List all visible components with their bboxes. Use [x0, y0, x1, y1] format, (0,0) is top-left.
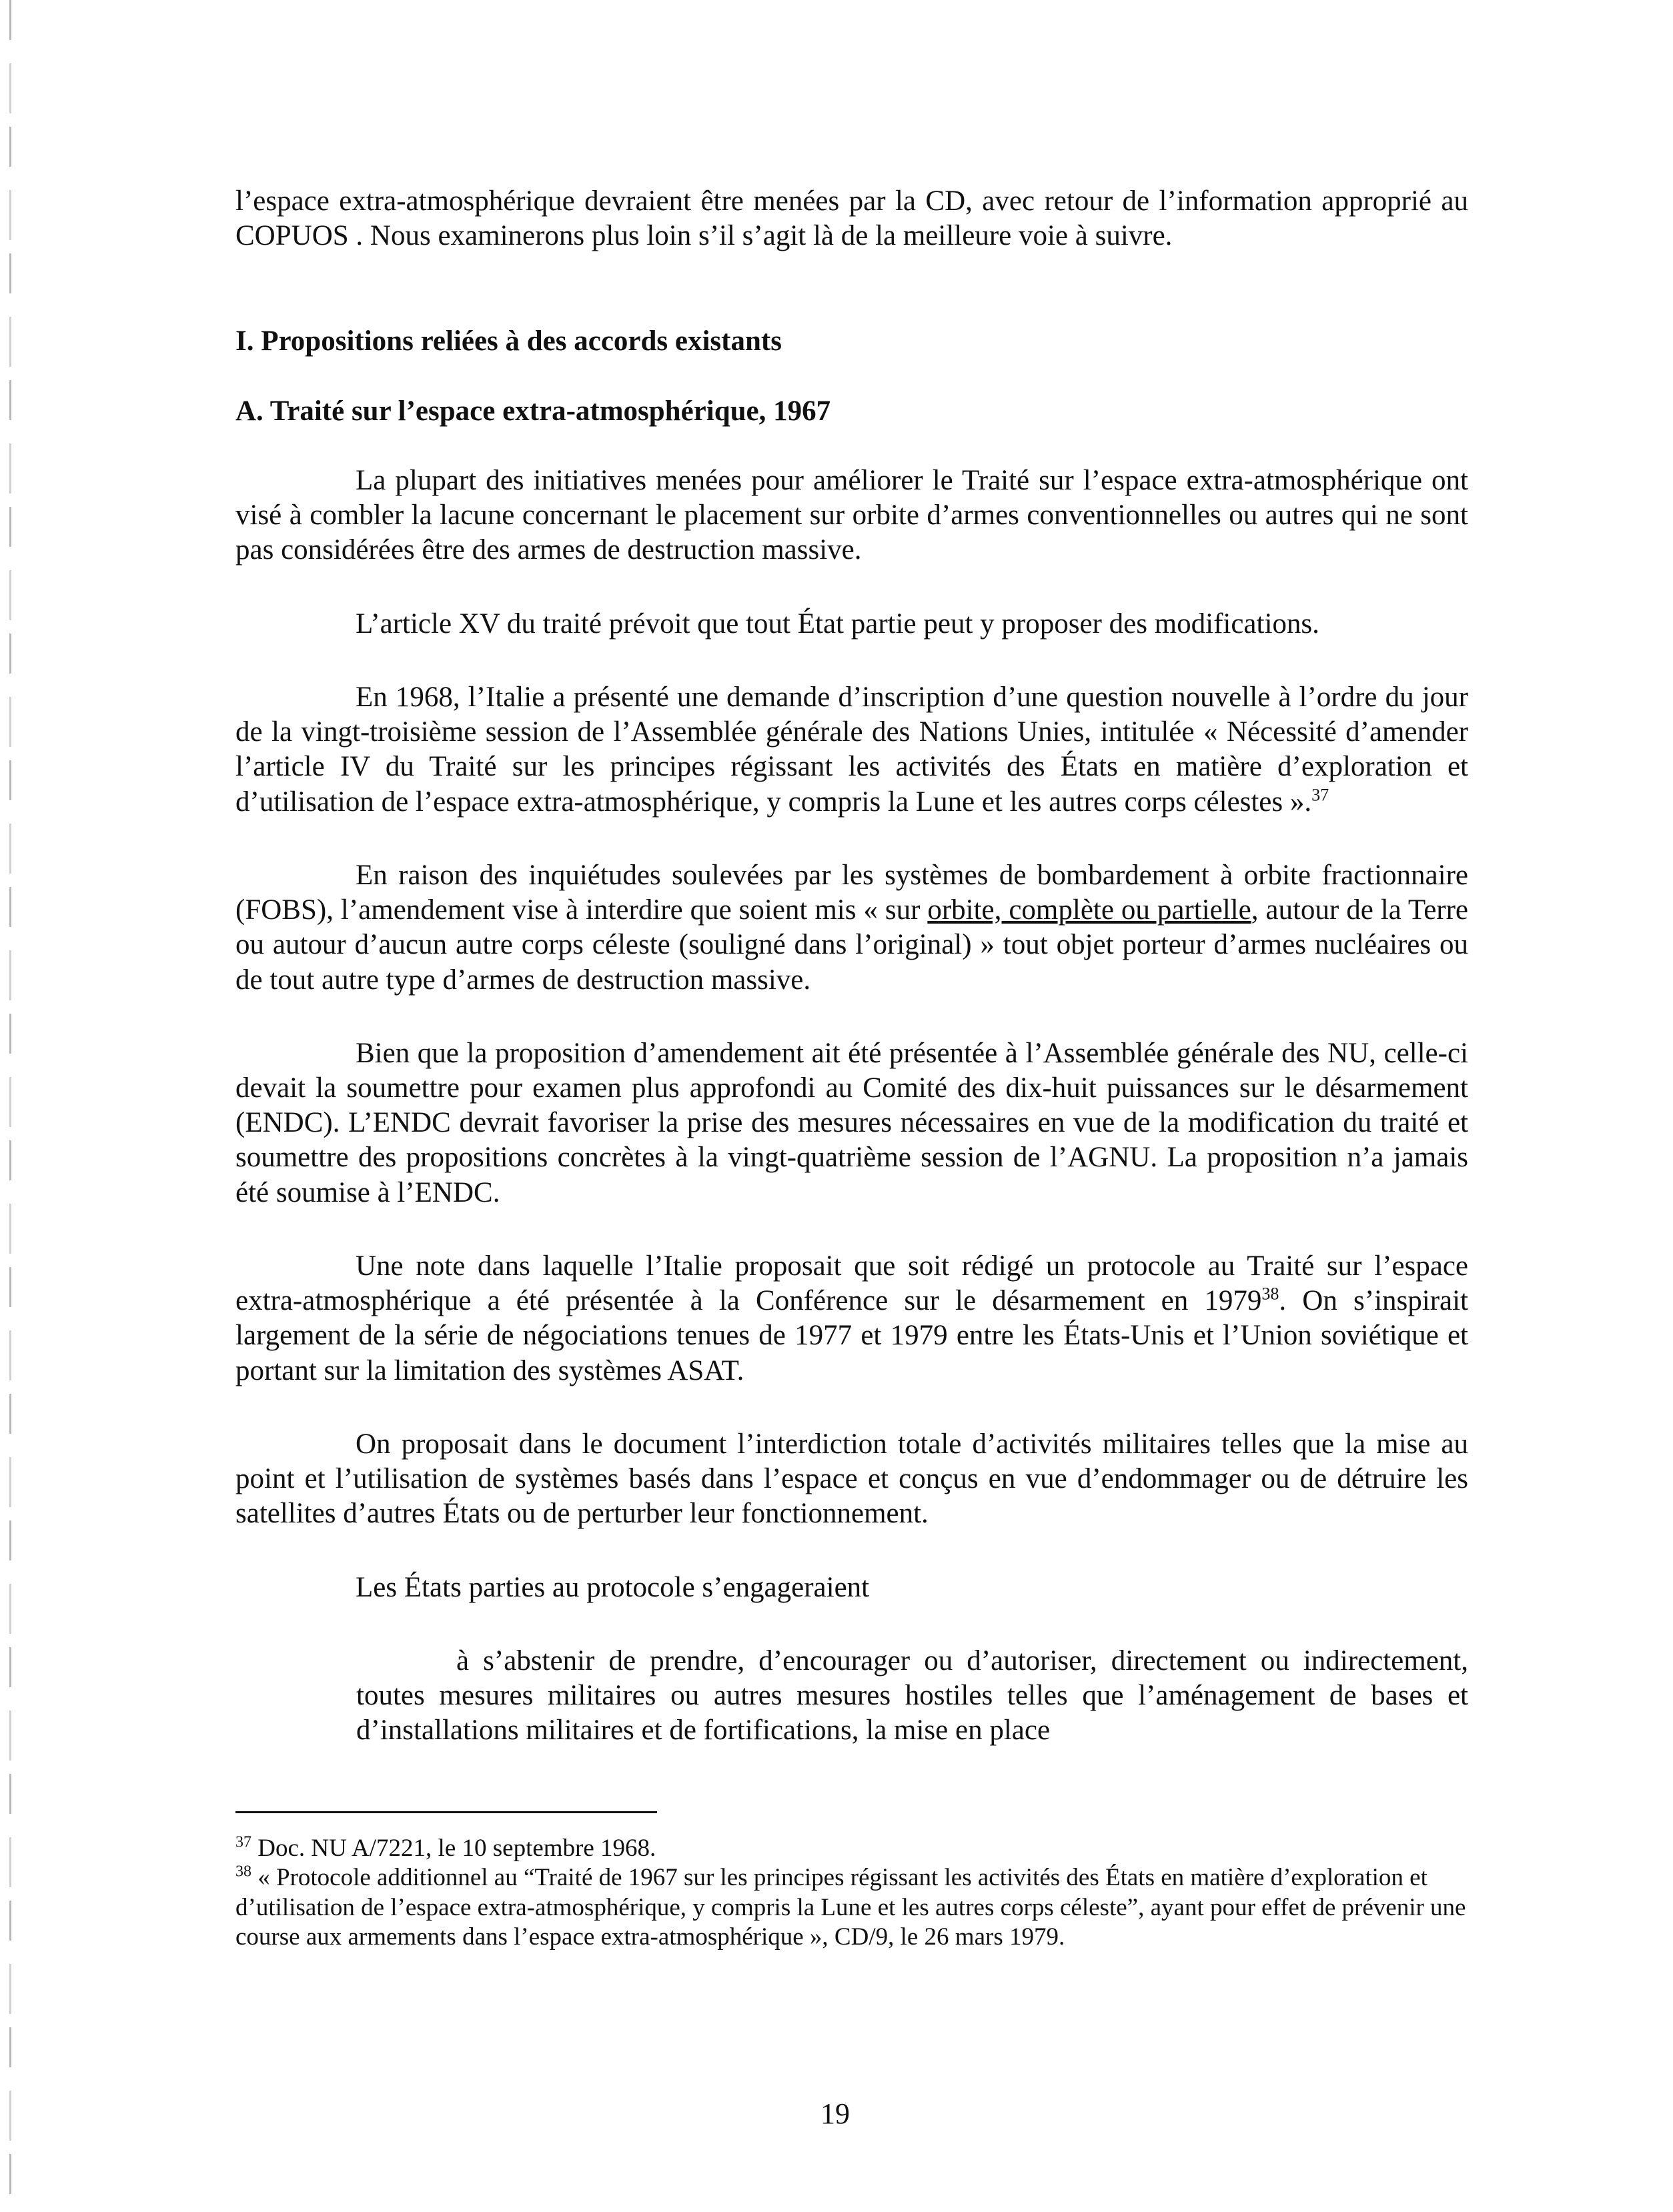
footnote-ref-38: 38 [1261, 1284, 1279, 1304]
paragraph-4-text-start: En raison des inquiétudes soulevées par les systèmes de bombardement à orbite fractionnaire (FOBS), l’amendement vise à interdire que soient mis « sur [235, 859, 1468, 926]
intro-paragraph: l’espace extra-atmosphérique devraient être menées par la CD, avec retour de l’information approprié au COPUOS . Nous examinerons plus loin s’il s’agit là de la meilleure voie à suivre. [235, 185, 1468, 252]
footnote-separator [235, 1811, 657, 1813]
paragraph-5: Bien que la proposition d’amendement ait été présentée à l’Assemblée générale des NU, celle-ci devait la soumettre pour examen plus approfondi au Comité des dix-huit puissances sur le désarmement (ENDC). L’ENDC devrait favoriser la prise des mesures nécessaires en vue de la modification du traité et soumettre des propositions concrètes à la vingt-quatrième session de l’AGNU. La proposition n’a jamais été soumise à l’ENDC. [235, 1037, 1468, 1208]
paragraph-8: Les États parties au protocole s’engageraient [356, 1571, 870, 1603]
paragraph-4 [235, 858, 1468, 998]
footnote-37-number: 37 [235, 1833, 251, 1851]
paragraph-1: La plupart des initiatives menées pour améliorer le Traité sur l’espace extra-atmosphérique ont visé à combler la lacune concernant le placement sur orbite d’armes conventionnelles ou autres qui ne sont pas considérées être des armes de destruction massive. [235, 464, 1468, 566]
paragraph-7: On proposait dans le document l’interdiction totale d’activités militaires telles que la mise au point et l’utilisation de systèmes basés dans l’espace et conçus en vue d’endommager ou de détruire les satellites d’autres États ou de perturber leur fonctionnement. [235, 1428, 1468, 1530]
body-text [235, 184, 1468, 1749]
block-quote: à s’abstenir de prendre, d’encourager ou d’autoriser, directement ou indirectement, toutes mesures militaires ou autres mesures hostiles telles que l’aménagement de bases et d’installations militaires et de fortifications, la mise en place [356, 1644, 1468, 1747]
footnote-ref-37: 37 [1311, 785, 1329, 805]
paragraph-3-text: En 1968, l’Italie a présenté une demande d’inscription d’une question nouvelle à l’ordre du jour de la vingt-troisième session de l’Assemblée générale des Nations Unies, intitulée « Nécessité d’amender l’article IV du Traité sur les principes régissant les activités des États en matière d’exploration et d’utilisation de l’espace extra-atmosphérique, y compris la Lune et les autres corps célestes ». [235, 681, 1468, 818]
footnotes [235, 1834, 1470, 1953]
scan-edge [9, 0, 11, 2212]
footnote-37-text: Doc. NU A/7221, le 10 septembre 1968. [257, 1835, 656, 1862]
paragraph-6 [235, 1249, 1468, 1388]
footnote-37 [235, 1834, 1470, 1863]
paragraph-4-text-end: , autour de la Terre ou autour d’aucun autre corps céleste (souligné dans l’original) » tout objet porteur d’armes nucléaires ou de tout autre type d’armes de destruction massive. [235, 894, 1469, 996]
footnote-38-number: 38 [235, 1863, 251, 1881]
underlined-phrase: orbite, complète ou partielle [927, 894, 1251, 926]
paragraph-3 [235, 680, 1468, 820]
paragraph-6-text-start: Une note dans laquelle l’Italie proposait que soit rédigé un protocole au Traité sur l’espace extra-atmosphérique a été présentée à la Conférence sur le désarmement en 1979 [235, 1250, 1468, 1317]
page-number: 19 [820, 2097, 850, 2130]
paragraph-6-text-end: . On s’inspirait largement de la série de négociations tenues de 1977 et 1979 entre les États-Unis et l’Union soviétique et portant sur la limitation des systèmes ASAT. [235, 1285, 1468, 1386]
footnote-38 [235, 1863, 1470, 1952]
footnote-38-text: « Protocole additionnel au “Traité de 1967 sur les principes régissant les activités des États en matière d’exploration et d’utilisation de l’espace extra-atmosphérique, y compris la Lune et les autres corps céleste”, ayant pour effet de prévenir une course aux armements dans l’espace extra-atmosphérique », CD/9, le 26 mars 1979. [235, 1864, 1466, 1951]
subsection-heading: A. Traité sur l’espace extra-atmosphérique, 1967 [235, 395, 831, 427]
section-heading: I. Propositions reliées à des accords existants [235, 325, 782, 357]
paragraph-2: L’article XV du traité prévoit que tout État partie peut y proposer des modifications. [356, 608, 1319, 640]
